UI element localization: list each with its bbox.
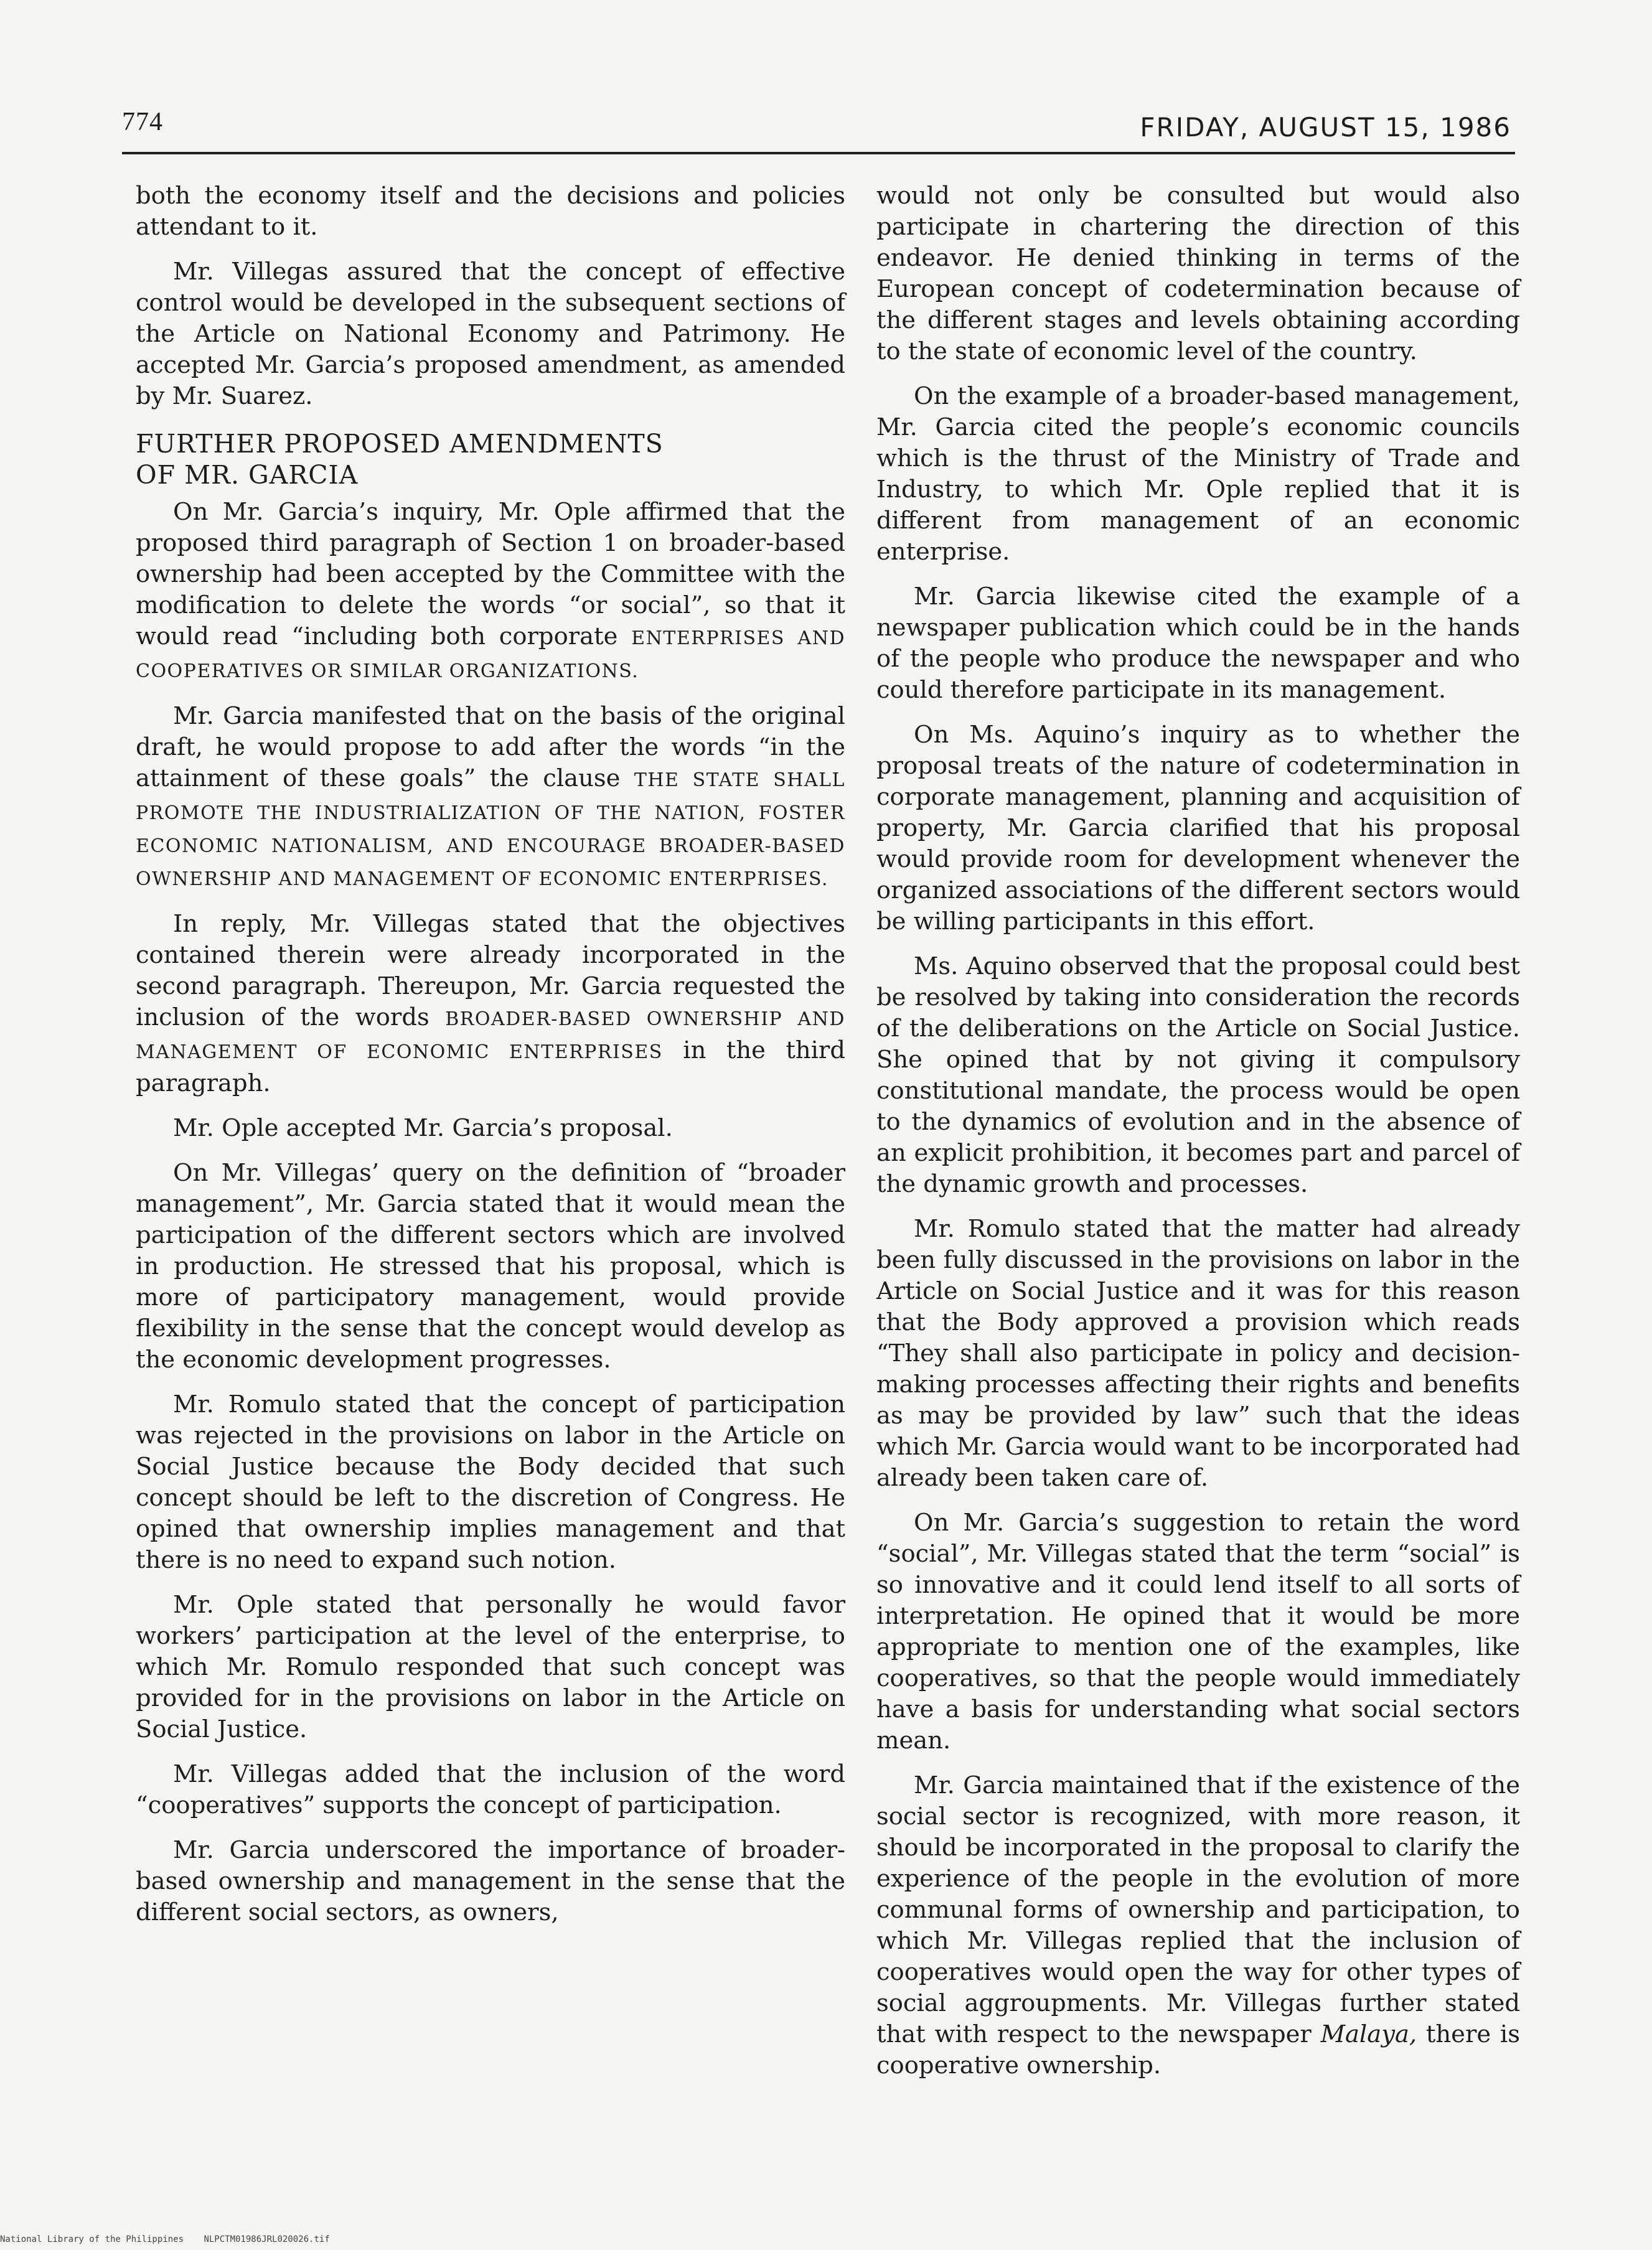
paragraph	[136, 909, 845, 1099]
paragraph: On Mr. Garcia’s suggestion to retain the word “social”, Mr. Villegas stated that the term “social” is so innovative and it could lend itself to all sorts of interpretation. He opined that it would be more appropriate to mention one of the examples, like cooperatives, so that the people would immediately have a basis for understanding what social sectors mean.	[876, 1509, 1520, 1755]
paragraph: both the economy itself and the decisions and policies attendant to it.	[136, 182, 845, 241]
file-label: NLPCTM01986JRL020026.tif	[204, 2234, 330, 2244]
paragraph-text: In reply, Mr. Villegas stated that the objectives contained therein were already incorporated in the second paragraph. Thereupon, Mr. Garcia requested the inclusion of the words	[136, 910, 845, 1031]
paragraph	[136, 497, 845, 687]
section-heading-line: OF MR. GARCIA	[136, 460, 359, 490]
quoted-amendment: ENTERPRISES AND COOPERATIVES OR SIMILAR ORGANIZATIONS.	[136, 627, 845, 682]
paragraph: Ms. Aquino observed that the proposal could best be resolved by taking into consideration the records of the deliberations on the Article on Social Justice. She opined that by not giving it compulsory constitutional mandate, the process would be open to the dynamics of evolution and in the absence of an explicit prohibition, it becomes part and parcel of the dynamic growth and processes.	[876, 952, 1520, 1198]
paragraph: On Ms. Aquino’s inquiry as to whether the proposal treats of the nature of codetermination in corporate management, planning and acquisition of property, Mr. Garcia clarified that his proposal would provide room for development whenever the organized associations of the different sectors would be willing participants in this effort.	[876, 721, 1520, 935]
paragraph-text: Mr. Garcia manifested that on the basis of the original draft, he would propose to add after the words “in the attainment of these goals” the clause	[136, 702, 845, 792]
paragraph: Mr. Garcia underscored the importance of broader-based ownership and management in the sense that the different social sectors, as owners,	[136, 1836, 845, 1926]
quoted-amendment: BROADER-BASED OWNERSHIP AND MANAGEMENT OF ECONOMIC ENTERPRISES	[136, 1008, 845, 1063]
paragraph: Mr. Garcia likewise cited the example of a newspaper publication which could be in the hands of the people who produce the newspaper and who could therefore participate in its management.	[876, 583, 1520, 704]
paragraph: would not only be consulted but would also participate in chartering the direction of this endeavor. He denied thinking in terms of the European concept of codetermination because of the different stages and levels obtaining according to the state of economic level of the country.	[876, 182, 1520, 365]
scan-footer	[0, 2234, 345, 2244]
newspaper-title: Malaya,	[1320, 2020, 1417, 2048]
paragraph-text: in the third paragraph.	[136, 1036, 845, 1097]
paragraph: Mr. Romulo stated that the matter had already been fully discussed in the provisions on labor in the Article on Social Justice and it was for this reason that the Body approved a provision which reads “They shall also participate in policy and decision-making processes affecting their rights and benefits as may be provided by law” such that the ideas which Mr. Garcia would want to be incorporated had already been taken care of.	[876, 1215, 1520, 1492]
page-number: 774	[122, 108, 163, 136]
paragraph: Mr. Romulo stated that the concept of participation was rejected in the provisions on labor in the Article on Social Justice because the Body decided that such concept should be left to the discretion of Congress. He opined that ownership implies management and that there is no need to expand such notion.	[136, 1390, 845, 1574]
paragraph: On the example of a broader-based management, Mr. Garcia cited the people’s economic councils which is the thrust of the Ministry of Trade and Industry, to which Mr. Ople replied that it is different from management of an economic enterprise.	[876, 382, 1520, 566]
paragraph: On Mr. Villegas’ query on the definition of “broader management”, Mr. Garcia stated that it would mean the participation of the different sectors which are involved in production. He stressed that his proposal, which is more of participatory management, would provide flexibility in the sense that the concept would develop as the economic development progresses.	[136, 1159, 845, 1374]
section-heading	[136, 428, 845, 490]
paragraph-text: On Mr. Garcia’s inquiry, Mr. Ople affirmed that the proposed third paragraph of Section 1 on broader-based ownership had been accepted by the Committee with the modification to delete the words “or social”, so that it would read “including both corporate	[136, 498, 845, 650]
page-date: FRIDAY, AUGUST 15, 1986	[1140, 112, 1511, 143]
paragraph: Mr. Villegas added that the inclusion of the word “cooperatives” supports the concept of participation.	[136, 1760, 845, 1819]
paragraph: Mr. Ople stated that personally he would favor workers’ participation at the level of the enterprise, to which Mr. Romulo responded that such concept was provided for in the provisions on labor in the Article on Social Justice.	[136, 1591, 845, 1743]
paragraph: Mr. Ople accepted Mr. Garcia’s proposal.	[173, 1114, 673, 1142]
right-column	[876, 180, 1520, 2095]
header-rule	[122, 152, 1515, 154]
paragraph	[876, 1770, 1520, 2081]
paragraph-text: Mr. Garcia maintained that if the existence of the social sector is recognized, with more reason, it should be incorporated in the proposal to clarify the experience of the people in the evolution of more communal forms of ownership and participation, to which Mr. Villegas replied that the inclusion of cooperatives would open the way for other types of social aggroupments. Mr. Villegas further stated that with respect to the newspaper	[876, 1771, 1520, 2048]
paragraph-text: there is cooperative ownership.	[876, 2020, 1520, 2079]
paragraph	[136, 701, 845, 895]
paragraph: Mr. Villegas assured that the concept of effective control would be developed in the subsequent sections of the Article on National Economy and Patrimony. He accepted Mr. Garcia’s proposed amendment, as amended by Mr. Suarez.	[136, 258, 845, 410]
quoted-amendment: THE STATE SHALL PROMOTE THE INDUSTRIALIZATION OF THE NATION, FOSTER ECONOMIC NATIONALISM, AND ENCOURAGE BROADER-BASED OWNERSHIP AND MANAGEMENT OF ECONOMIC ENTERPRISES.	[136, 769, 845, 890]
library-label: National Library of the Philippines	[0, 2234, 184, 2244]
left-column	[136, 180, 845, 1942]
section-heading-line: FURTHER PROPOSED AMENDMENTS	[136, 429, 664, 459]
